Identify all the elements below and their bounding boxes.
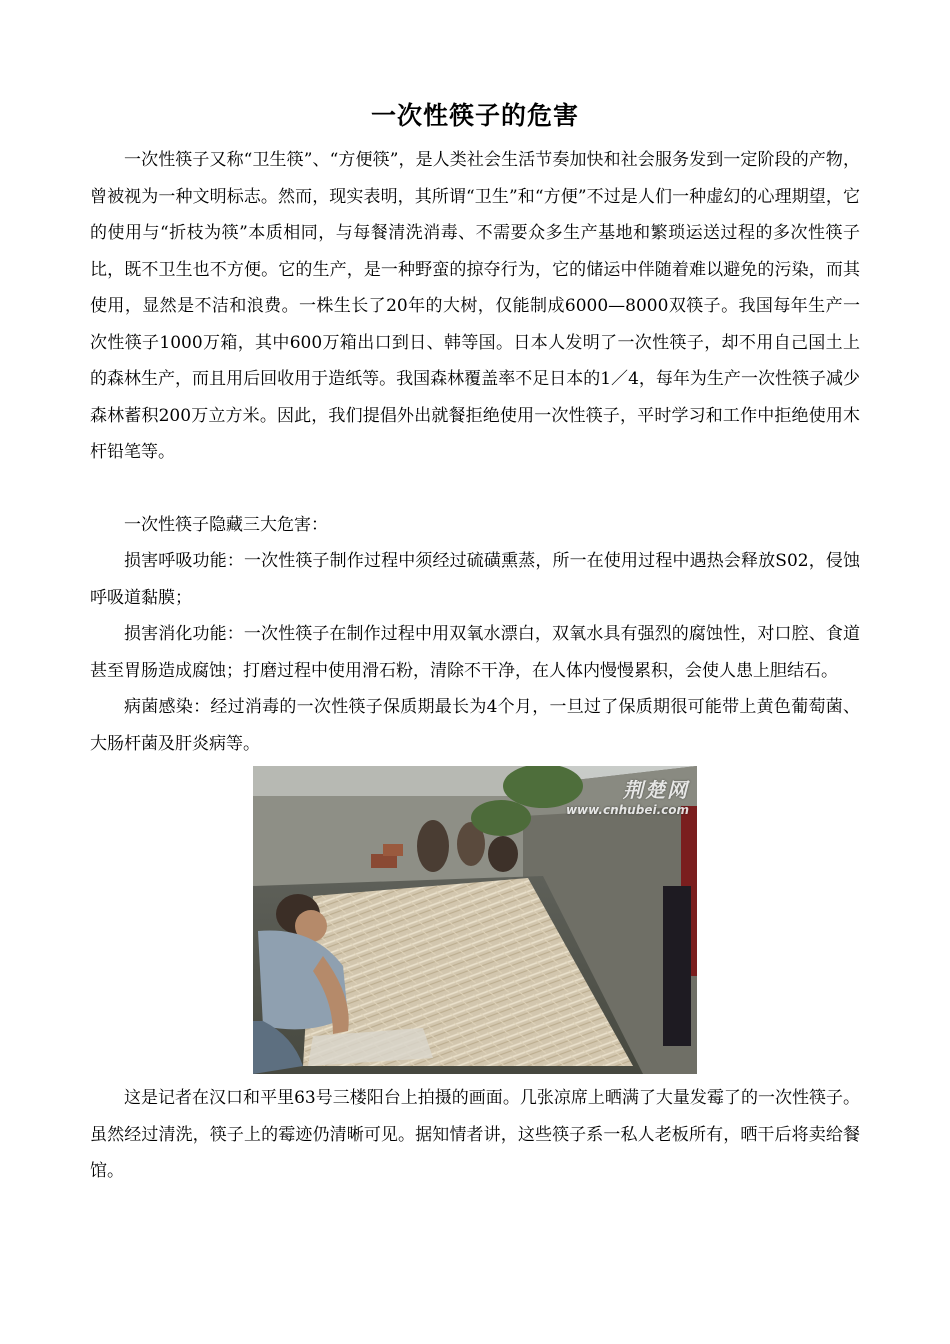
photo-caption: 这是记者在汉口和平里63号三楼阳台上拍摄的画面。几张凉席上晒满了大量发霉了的一次性筷子。虽然经过清洗，筷子上的霉迹仍清晰可见。据知情者讲，这些筷子系一私人老板所有，晒干后将卖给餐馆。 xyxy=(90,1088,860,1181)
photo-watermark xyxy=(566,774,689,817)
rooftop-chopsticks-photo xyxy=(253,766,697,1074)
paragraph-gap xyxy=(90,471,860,507)
harm-respiratory: 损害呼吸功能：一次性筷子制作过程中须经过硫磺熏蒸，所一在使用过程中遇热会释放S02，侵蚀呼吸道黏膜； xyxy=(90,551,860,608)
harm-infection: 病菌感染：经过消毒的一次性筷子保质期最长为4个月，一旦过了保质期很可能带上黄色葡萄菌、大肠杆菌及肝炎病等。 xyxy=(90,697,860,754)
harms-heading: 一次性筷子隐藏三大危害： xyxy=(124,514,328,535)
harm-digestive: 损害消化功能：一次性筷子在制作过程中用双氧水漂白，双氧水具有强烈的腐蚀性，对口腔、食道甚至胃肠造成腐蚀；打磨过程中使用滑石粉，清除不干净，在人体内慢慢累积，会使人患上胆结石。 xyxy=(90,624,860,681)
watermark-logo: 荆楚网 xyxy=(623,778,689,802)
intro-paragraph: 一次性筷子又称“卫生筷”、“方便筷”，是人类社会生活节奏加快和社会服务发到一定阶段的产物，曾被视为一种文明标志。然而，现实表明，其所谓“卫生”和“方便”不过是人们一种虚幻的心理期望，它的使用与“折枝为筷”本质相同，与每餐清洗消毒、不需要众多生产基地和繁琐运送过程的多次性筷子比，既不卫生也不方便。它的生产，是一种野蛮的掠夺行为，它的储运中伴随着难以避免的污染，而其使用，显然是不洁和浪费。一株生长了20年的大树，仅能制成6000—8000双筷子。我国每年生产一次性筷子1000万箱，其中600万箱出口到日、韩等国。日本人发明了一次性筷子，却不用自己国土上的森林生产，而且用后回收用于造纸等。我国森林覆盖率不足日本的1／4，每年为生产一次性筷子减少森林蓄积200万立方米。因此，我们提倡外出就餐拒绝使用一次性筷子，平时学习和工作中拒绝使用木杆铅笔等。 xyxy=(90,150,860,462)
document-page xyxy=(90,100,860,1190)
watermark-url: www.cnhubei.com xyxy=(565,803,689,817)
document-title: 一次性筷子的危害 xyxy=(370,101,579,130)
